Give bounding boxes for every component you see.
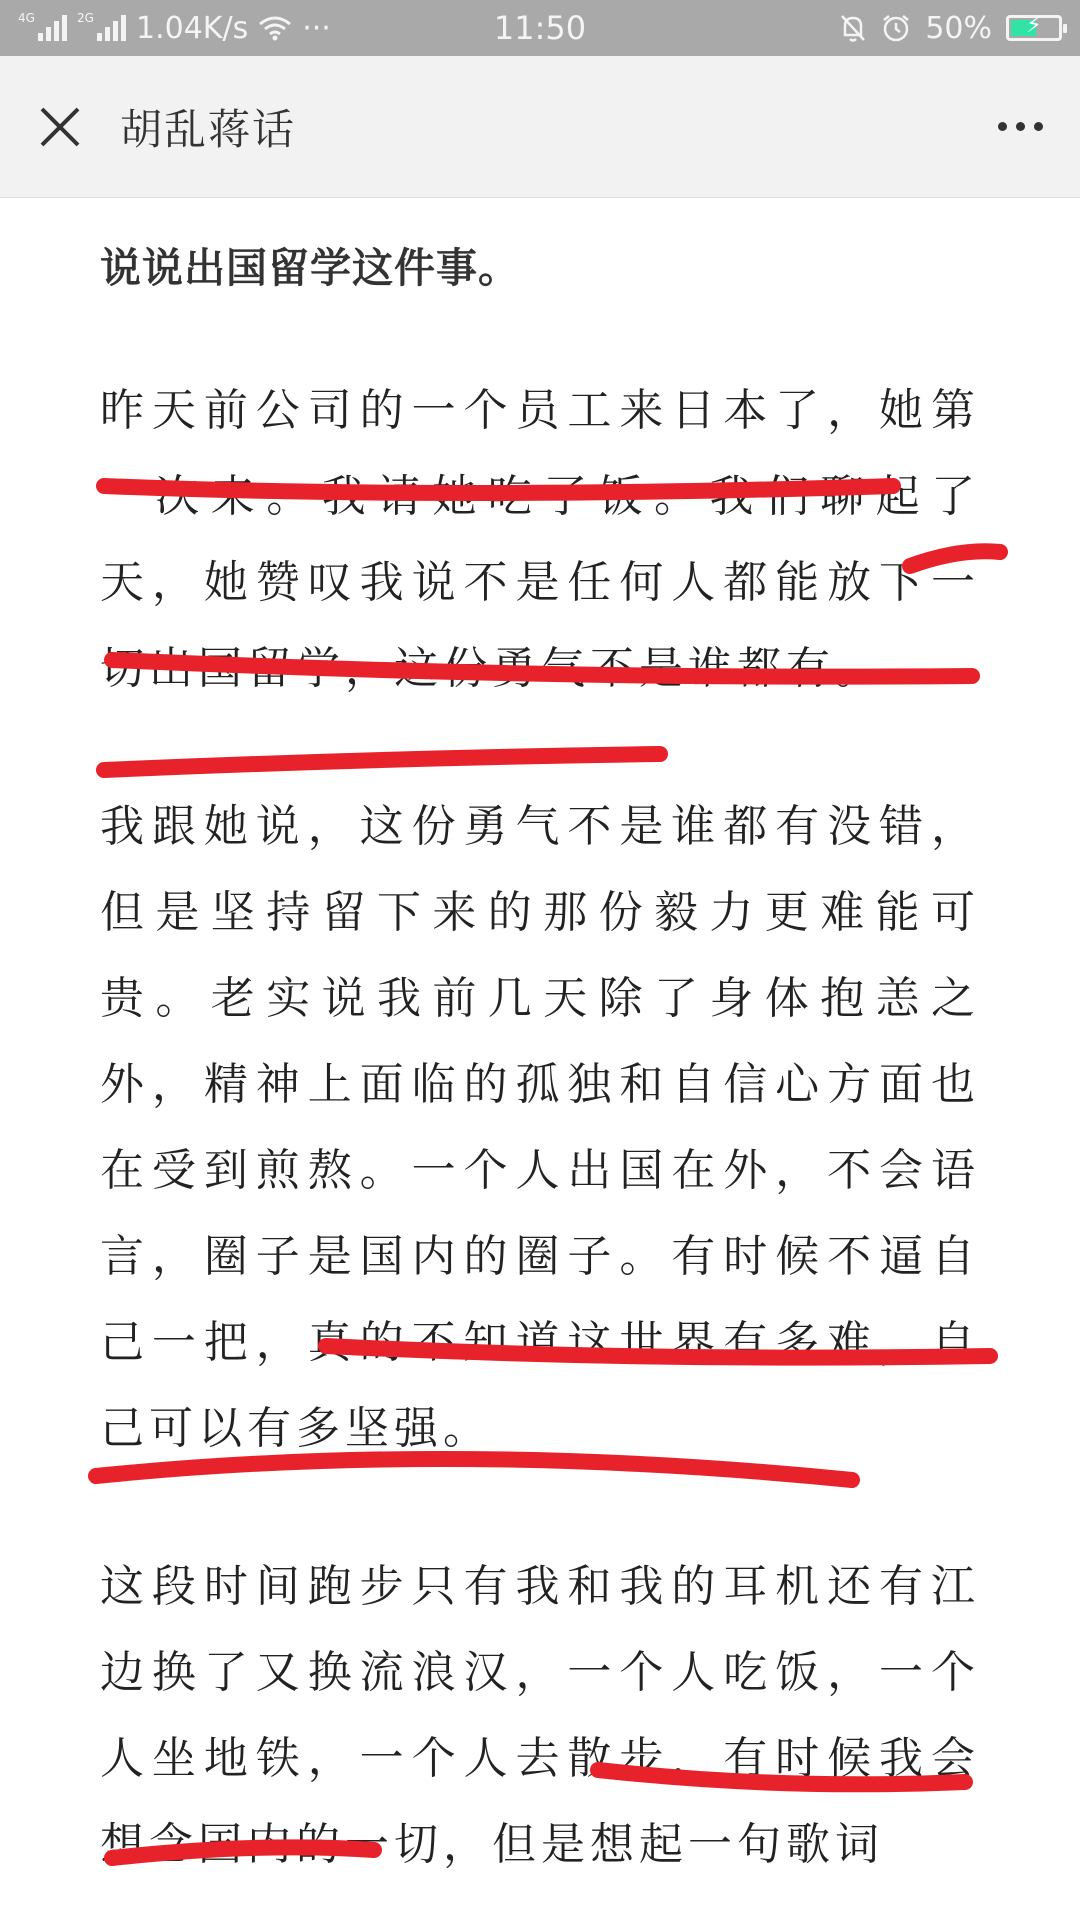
wifi-icon [258,15,292,41]
more-options-button[interactable] [960,56,1080,198]
close-button[interactable] [0,56,120,198]
status-bar [0,0,1080,56]
network-speed: 1.04K/s [136,10,249,46]
signal-icon-2 [77,11,126,41]
network-type-label: 4G [18,11,35,25]
charging-icon: ⚡ [1026,13,1042,38]
network-type-label-2: 2G [77,11,94,25]
signal-icon [18,11,67,41]
article-content [100,198,980,1888]
article-paragraph: 昨天前公司的一个员工来日本了，她第一次来。我请她吃了饭。我们聊起了天，她赞叹我说不是任何人都能放下一切出国留学，这份勇气不是谁都有。 [100,385,980,694]
battery-percent: 50% [925,10,992,46]
more-status: ··· [302,10,331,46]
article-paragraph: 我跟她说，这份勇气不是谁都有没错，但是坚持留下来的那份毅力更难能可贵。老实说我前几天除了身体抱恙之外，精神上面临的孤独和自信心方面也在受到煎熬。一个人出国在外，不会语言，圈子是国内的圈子。有时候不逼自己一把，真的不知道这世界有多难，自己可以有多坚强。 [100,801,980,1454]
page-title: 胡乱蒋话 [120,104,297,154]
article-title: 说说出国留学这件事。 [100,244,520,292]
more-dot-icon [1034,122,1043,131]
more-dot-icon [1016,122,1025,131]
article-paragraph: 这段时间跑步只有我和我的耳机还有江边换了又换流浪汉，一个人吃饭，一个人坐地铁，一个人去散步，有时候我会想念国内的一切，但是想起一句歌词 [100,1561,980,1870]
alarm-icon [881,13,911,43]
nav-bar [0,56,1080,198]
clock: 11:50 [493,9,587,47]
mute-icon [839,13,867,43]
more-dot-icon [998,122,1007,131]
close-icon [38,105,82,149]
battery-icon [1006,15,1062,41]
